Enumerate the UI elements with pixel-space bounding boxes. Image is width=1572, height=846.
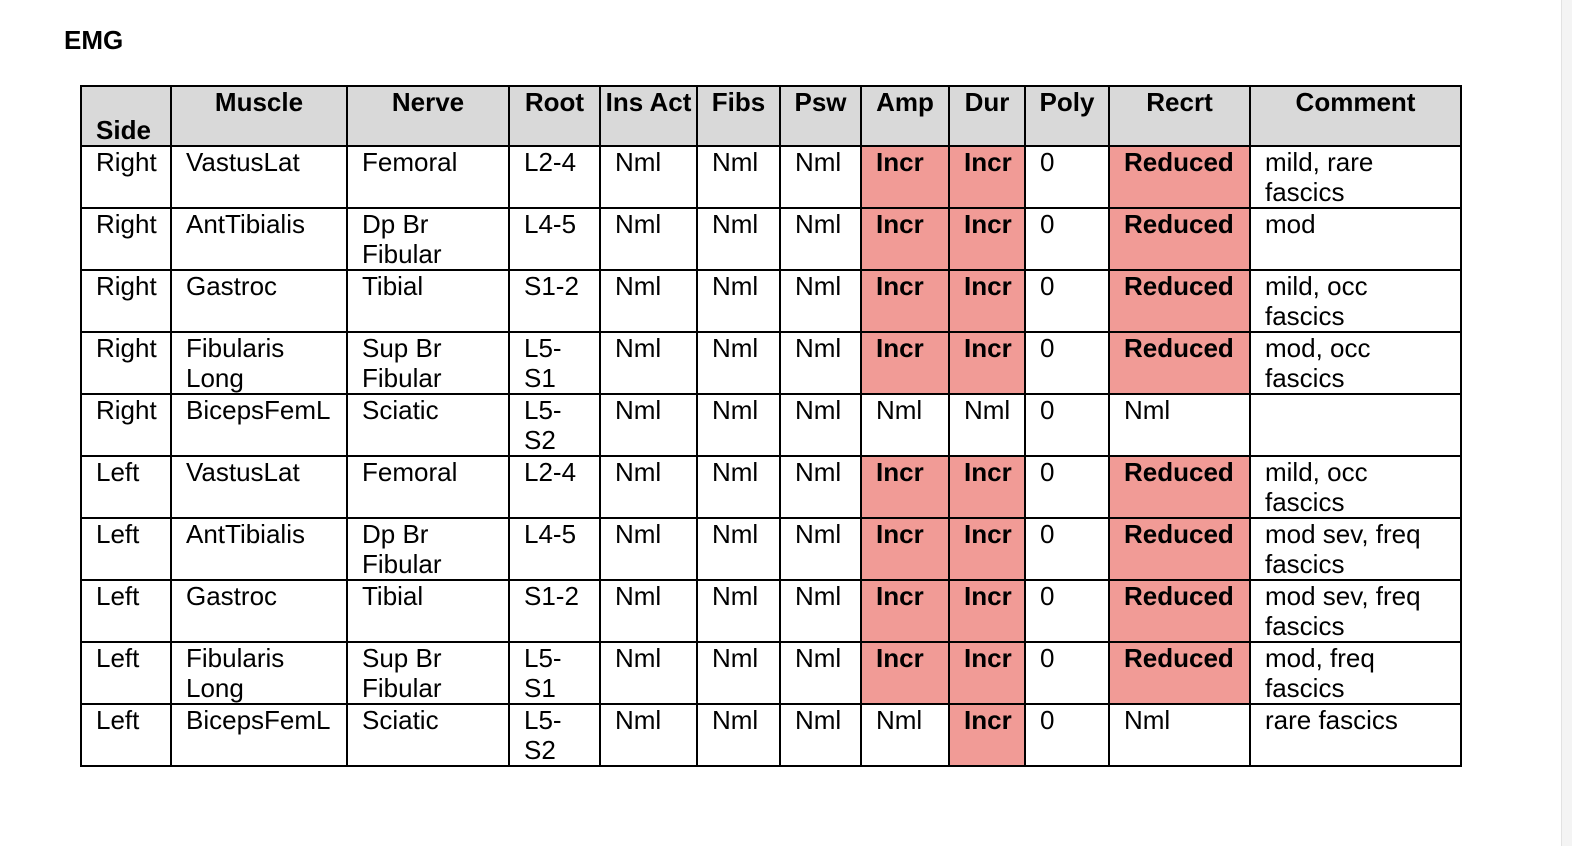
header-ins-act: Ins Act: [600, 86, 697, 146]
cell-psw: Nml: [780, 704, 861, 766]
cell-amp: Nml: [861, 394, 949, 456]
cell-recrt: Nml: [1109, 704, 1250, 766]
cell-side: Right: [81, 208, 171, 270]
cell-dur: Nml: [949, 394, 1025, 456]
cell-poly: 0: [1025, 332, 1109, 394]
cell-fibs: Nml: [697, 208, 780, 270]
cell-ins-act: Nml: [600, 456, 697, 518]
cell-side: Left: [81, 518, 171, 580]
page-title: EMG: [64, 25, 124, 55]
cell-root: L4-5: [509, 208, 600, 270]
cell-poly: 0: [1025, 208, 1109, 270]
cell-root: S1-2: [509, 580, 600, 642]
cell-comment: [1250, 394, 1461, 456]
cell-poly: 0: [1025, 704, 1109, 766]
cell-dur: Incr: [949, 518, 1025, 580]
table-row: [81, 146, 1461, 208]
cell-side: Left: [81, 704, 171, 766]
cell-recrt: Reduced: [1109, 456, 1250, 518]
cell-recrt: Nml: [1109, 394, 1250, 456]
cell-nerve: Sup Br Fibular: [347, 332, 509, 394]
cell-psw: Nml: [780, 394, 861, 456]
cell-root: L2-4: [509, 146, 600, 208]
cell-fibs: Nml: [697, 146, 780, 208]
cell-side: Left: [81, 580, 171, 642]
cell-poly: 0: [1025, 456, 1109, 518]
cell-ins-act: Nml: [600, 518, 697, 580]
cell-amp: Incr: [861, 580, 949, 642]
cell-psw: Nml: [780, 146, 861, 208]
cell-side: Right: [81, 332, 171, 394]
cell-fibs: Nml: [697, 580, 780, 642]
cell-comment: mod: [1250, 208, 1461, 270]
cell-recrt: Reduced: [1109, 146, 1250, 208]
cell-recrt: Reduced: [1109, 642, 1250, 704]
cell-fibs: Nml: [697, 642, 780, 704]
table-row: [81, 332, 1461, 394]
header-nerve: Nerve: [347, 86, 509, 146]
header-muscle: Muscle: [171, 86, 347, 146]
cell-side: Right: [81, 146, 171, 208]
cell-comment: mod, occ fascics: [1250, 332, 1461, 394]
cell-nerve: Tibial: [347, 580, 509, 642]
cell-comment: mild, rare fascics: [1250, 146, 1461, 208]
cell-fibs: Nml: [697, 270, 780, 332]
cell-psw: Nml: [780, 518, 861, 580]
cell-amp: Incr: [861, 518, 949, 580]
cell-nerve: Sciatic: [347, 394, 509, 456]
cell-amp: Nml: [861, 704, 949, 766]
cell-psw: Nml: [780, 332, 861, 394]
cell-fibs: Nml: [697, 456, 780, 518]
table-header: [81, 86, 1461, 146]
cell-muscle: Gastroc: [171, 270, 347, 332]
header-row: [81, 86, 1461, 146]
cell-amp: Incr: [861, 332, 949, 394]
cell-muscle: VastusLat: [171, 456, 347, 518]
cell-amp: Incr: [861, 642, 949, 704]
table-body: [81, 146, 1461, 766]
cell-comment: mod sev, freq fascics: [1250, 518, 1461, 580]
cell-ins-act: Nml: [600, 704, 697, 766]
cell-poly: 0: [1025, 580, 1109, 642]
cell-muscle: BicepsFemL: [171, 394, 347, 456]
cell-dur: Incr: [949, 208, 1025, 270]
cell-fibs: Nml: [697, 518, 780, 580]
cell-amp: Incr: [861, 208, 949, 270]
cell-ins-act: Nml: [600, 332, 697, 394]
cell-nerve: Sup Br Fibular: [347, 642, 509, 704]
cell-nerve: Femoral: [347, 146, 509, 208]
cell-nerve: Dp Br Fibular: [347, 208, 509, 270]
cell-ins-act: Nml: [600, 580, 697, 642]
cell-comment: mild, occ fascics: [1250, 456, 1461, 518]
cell-psw: Nml: [780, 456, 861, 518]
cell-side: Right: [81, 394, 171, 456]
cell-root: L5-S2: [509, 704, 600, 766]
cell-muscle: VastusLat: [171, 146, 347, 208]
cell-dur: Incr: [949, 332, 1025, 394]
emg-table: [80, 85, 1462, 767]
cell-poly: 0: [1025, 146, 1109, 208]
cell-root: S1-2: [509, 270, 600, 332]
cell-ins-act: Nml: [600, 270, 697, 332]
header-recrt: Recrt: [1109, 86, 1250, 146]
cell-ins-act: Nml: [600, 394, 697, 456]
cell-psw: Nml: [780, 580, 861, 642]
cell-comment: mod sev, freq fascics: [1250, 580, 1461, 642]
cell-recrt: Reduced: [1109, 208, 1250, 270]
table-row: [81, 394, 1461, 456]
cell-root: L5-S2: [509, 394, 600, 456]
cell-muscle: Fibularis Long: [171, 332, 347, 394]
cell-ins-act: Nml: [600, 146, 697, 208]
scrollbar[interactable]: [1561, 0, 1572, 846]
cell-recrt: Reduced: [1109, 580, 1250, 642]
table-row: [81, 580, 1461, 642]
cell-recrt: Reduced: [1109, 332, 1250, 394]
cell-side: Right: [81, 270, 171, 332]
cell-dur: Incr: [949, 642, 1025, 704]
cell-root: L2-4: [509, 456, 600, 518]
cell-amp: Incr: [861, 456, 949, 518]
cell-nerve: Tibial: [347, 270, 509, 332]
cell-fibs: Nml: [697, 332, 780, 394]
cell-muscle: BicepsFemL: [171, 704, 347, 766]
cell-amp: Incr: [861, 146, 949, 208]
cell-nerve: Dp Br Fibular: [347, 518, 509, 580]
cell-muscle: AntTibialis: [171, 208, 347, 270]
header-dur: Dur: [949, 86, 1025, 146]
cell-fibs: Nml: [697, 394, 780, 456]
cell-muscle: AntTibialis: [171, 518, 347, 580]
cell-muscle: Gastroc: [171, 580, 347, 642]
header-root: Root: [509, 86, 600, 146]
cell-side: Left: [81, 642, 171, 704]
cell-poly: 0: [1025, 394, 1109, 456]
cell-dur: Incr: [949, 270, 1025, 332]
cell-root: L5-S1: [509, 332, 600, 394]
cell-poly: 0: [1025, 642, 1109, 704]
cell-comment: mild, occ fascics: [1250, 270, 1461, 332]
header-comment: Comment: [1250, 86, 1461, 146]
cell-fibs: Nml: [697, 704, 780, 766]
table-row: [81, 208, 1461, 270]
header-poly: Poly: [1025, 86, 1109, 146]
cell-nerve: Femoral: [347, 456, 509, 518]
cell-recrt: Reduced: [1109, 270, 1250, 332]
cell-psw: Nml: [780, 642, 861, 704]
table-row: [81, 704, 1461, 766]
cell-ins-act: Nml: [600, 642, 697, 704]
cell-poly: 0: [1025, 270, 1109, 332]
table-row: [81, 270, 1461, 332]
cell-comment: rare fascics: [1250, 704, 1461, 766]
cell-dur: Incr: [949, 146, 1025, 208]
cell-psw: Nml: [780, 208, 861, 270]
header-side: Side: [81, 86, 171, 146]
cell-side: Left: [81, 456, 171, 518]
cell-dur: Incr: [949, 580, 1025, 642]
cell-root: L4-5: [509, 518, 600, 580]
table-row: [81, 642, 1461, 704]
cell-ins-act: Nml: [600, 208, 697, 270]
cell-root: L5-S1: [509, 642, 600, 704]
cell-psw: Nml: [780, 270, 861, 332]
cell-poly: 0: [1025, 518, 1109, 580]
cell-muscle: Fibularis Long: [171, 642, 347, 704]
header-amp: Amp: [861, 86, 949, 146]
header-fibs: Fibs: [697, 86, 780, 146]
cell-comment: mod, freq fascics: [1250, 642, 1461, 704]
cell-nerve: Sciatic: [347, 704, 509, 766]
cell-amp: Incr: [861, 270, 949, 332]
cell-dur: Incr: [949, 456, 1025, 518]
cell-recrt: Reduced: [1109, 518, 1250, 580]
table-row: [81, 518, 1461, 580]
table-row: [81, 456, 1461, 518]
cell-dur: Incr: [949, 704, 1025, 766]
header-psw: Psw: [780, 86, 861, 146]
